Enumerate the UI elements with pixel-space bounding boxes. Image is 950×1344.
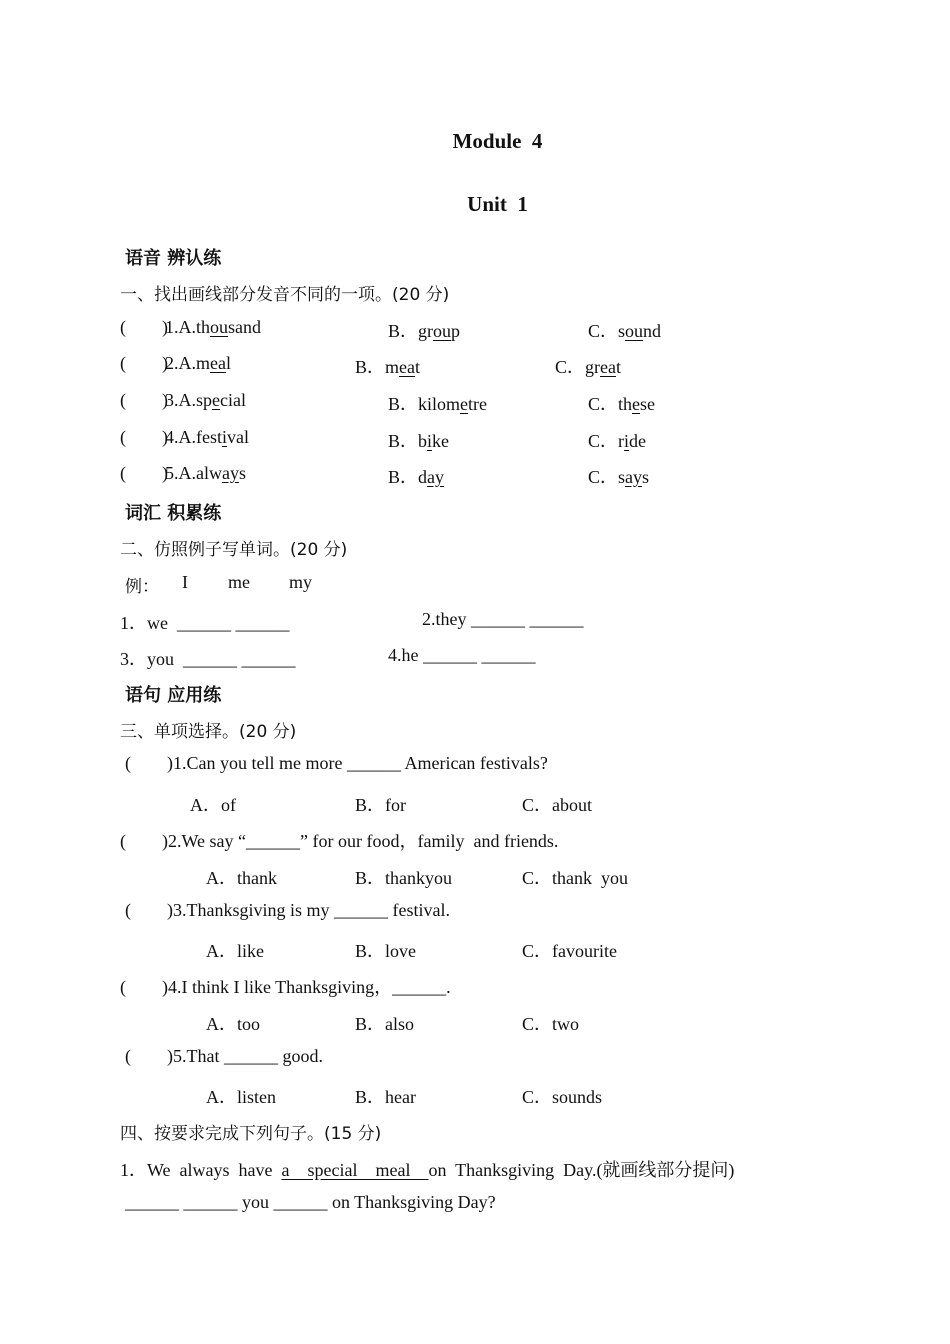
module-title: Module 4 [452,129,543,153]
example-word: I [182,572,188,592]
answer-paren[interactable]: ( ) [120,427,168,447]
option-text: 4.A.fest [165,427,222,447]
underlined-letters: ou [433,321,451,341]
option-text: nd [643,321,662,341]
choice-c[interactable]: C．two [522,1014,580,1034]
sentence-text: 1．We always have [120,1160,282,1180]
section-label-pronunciation: 语音 辨认练 [125,248,222,269]
choice-a[interactable]: A．thank [206,868,277,888]
option-text: 2.A.m [165,353,210,373]
section-label-vocabulary: 词汇 积累练 [125,503,222,524]
option-b [388,463,444,489]
underlined-letters: ay [427,467,445,487]
choice-c[interactable]: C．sounds [522,1087,603,1107]
option-a [165,353,231,374]
option-text: C．s [588,467,626,487]
option-text: de [629,431,647,451]
choice-c[interactable]: C．about [522,795,592,815]
option-c [588,390,655,416]
option-b [388,317,460,343]
part3-heading: 三、单项选择。(20 分) [120,722,297,742]
option-text: C．gr [555,357,600,377]
example-word: my [289,572,313,592]
choice-b[interactable]: B．love [355,941,416,961]
section-label-sentences: 语句 应用练 [125,685,222,706]
word-item-2[interactable]: 2.they ______ ______ [422,609,584,629]
option-text: s [642,467,650,487]
underlined-phrase: a special meal [281,1160,429,1180]
underlined-letters: e [212,390,221,410]
choice-c[interactable]: C．thank you [522,868,628,888]
question-stem: ( )5.That ______ good. [125,1046,323,1066]
question-stem: ( )4.I think I like Thanksgiving，______. [120,977,451,997]
choice-a[interactable]: A．listen [206,1087,276,1107]
example-label: 例： [125,577,159,597]
choice-b[interactable]: B．also [355,1014,415,1034]
choice-b[interactable]: B．for [355,795,406,815]
option-text: ke [432,431,450,451]
part4-heading: 四、按要求完成下列句子。(15 分) [120,1124,382,1144]
option-text: sand [228,317,261,337]
option-text: 3.A.sp [165,390,213,410]
option-text: 5.A.alw [165,463,222,483]
choice-a[interactable]: A．like [206,941,264,961]
option-text: B．m [355,357,400,377]
word-item-3[interactable]: 3．you ______ ______ [120,649,296,669]
option-b [388,427,449,453]
option-text: C．r [588,431,624,451]
unit-title: Unit 1 [467,192,528,216]
option-c [588,427,646,453]
word-item-4[interactable]: 4.he ______ ______ [388,645,536,665]
option-text: B．b [388,431,428,451]
option-text: t [415,357,421,377]
answer-paren[interactable]: ( ) [120,317,168,337]
rewrite-question-1 [120,1156,734,1182]
option-a [165,427,249,448]
choice-b[interactable]: B．hear [355,1087,416,1107]
example-word: me [228,572,250,592]
choice-c[interactable]: C．favourite [522,941,617,961]
underlined-letters: ea [399,357,415,377]
underlined-letters: ou [625,321,644,341]
word-item-1[interactable]: 1．we ______ ______ [120,613,290,633]
part2-heading: 二、仿照例子写单词。(20 分) [120,540,348,560]
answer-paren[interactable]: ( ) [120,353,168,373]
underlined-letters: ou [210,317,228,337]
underlined-letters: ea [210,353,226,373]
answer-paren[interactable]: ( ) [120,390,168,410]
option-text: C．th [588,394,633,414]
choice-a[interactable]: A．of [190,795,236,815]
option-text: tre [468,394,487,414]
option-text: B．gr [388,321,433,341]
underlined-letters: e [632,394,641,414]
underlined-letters: e [460,394,469,414]
option-text: se [640,394,656,414]
option-b [355,353,420,379]
option-a [165,390,246,411]
option-text: C．s [588,321,626,341]
sentence-text: on Thanksgiving Day.(就画线部分提问) [428,1160,735,1180]
underlined-letters: i [222,427,228,447]
choice-b[interactable]: B．thankyou [355,868,452,888]
option-text: val [227,427,250,447]
option-a [165,317,261,338]
underlined-letters: ay [222,463,239,483]
answer-line-1[interactable]: ______ ______ you ______ on Thanksgiving Day? [125,1192,496,1212]
option-text: s [239,463,247,483]
option-a [165,463,246,484]
option-text: l [225,353,231,373]
underlined-letters: ay [625,467,643,487]
underlined-letters: i [427,431,433,451]
option-text: p [451,321,460,341]
question-stem: ( )2.We say “______” for our food，family and friends. [120,831,559,851]
option-text: t [615,357,621,377]
option-text: 1.A.th [165,317,210,337]
question-stem: ( )1.Can you tell me more ______ American festivals? [125,753,548,773]
answer-paren[interactable]: ( ) [120,463,168,483]
question-stem: ( )3.Thanksgiving is my ______ festival. [125,900,450,920]
option-c [588,463,649,489]
option-c [588,317,661,343]
option-text: B．kilom [388,394,461,414]
option-text: cial [220,390,246,410]
underlined-letters: i [624,431,630,451]
part1-heading: 一、找出画线部分发音不同的一项。(20 分) [120,285,450,305]
choice-a[interactable]: A．too [206,1014,260,1034]
underlined-letters: ea [600,357,616,377]
option-text: B．d [388,467,428,487]
option-b [388,390,487,416]
option-c [555,353,621,379]
